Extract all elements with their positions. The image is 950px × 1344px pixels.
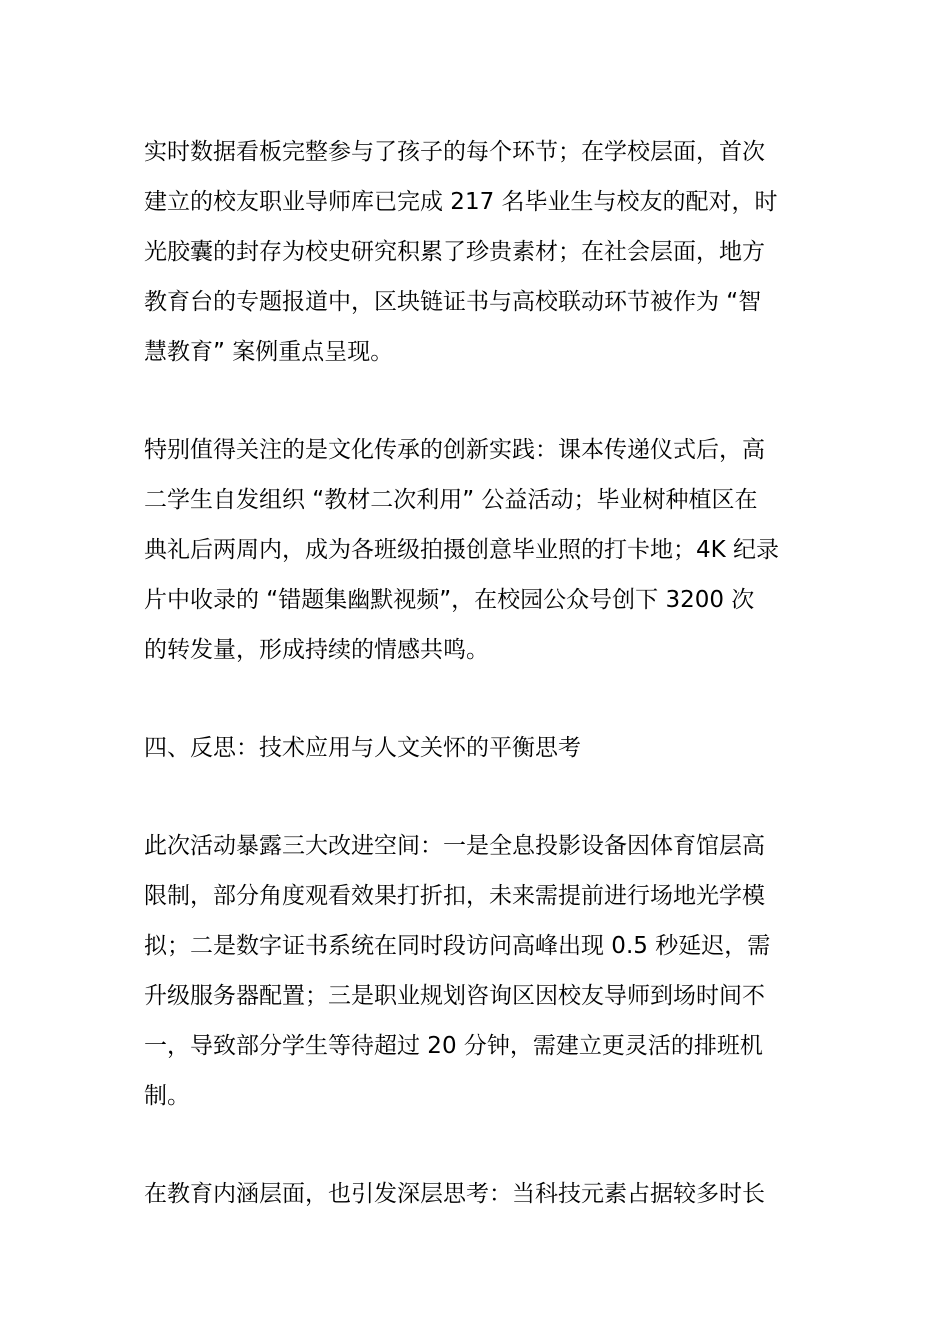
text-line: 二学生自发组织 “教材二次利用” 公益活动；毕业树种植区在 (144, 487, 758, 513)
paragraph-impact (144, 127, 810, 377)
text-line: 制。 (144, 1083, 190, 1109)
section-heading: 四、反思：技术应用与人文关怀的平衡思考 (144, 735, 581, 761)
text-line: 光胶囊的封存为校史研究积累了珍贵素材；在社会层面，地方 (144, 239, 765, 265)
text-line: 在教育内涵层面，也引发深层思考：当科技元素占据较多时长 (144, 1181, 765, 1207)
paragraph-culture (144, 425, 810, 675)
text-line: 实时数据看板完整参与了孩子的每个环节；在学校层面，首次 (144, 139, 765, 165)
document-body (144, 127, 810, 1267)
paragraph-reflection (144, 1169, 810, 1219)
text-line: 慧教育” 案例重点呈现。 (144, 339, 394, 365)
text-line: 一，导致部分学生等待超过 20 分钟，需建立更灵活的排班机 (144, 1033, 763, 1059)
text-line: 此次活动暴露三大改进空间：一是全息投影设备因体育馆层高 (144, 833, 765, 859)
text-line: 典礼后两周内，成为各班级拍摄创意毕业照的打卡地；4K 纪录 (144, 537, 780, 563)
text-line: 的转发量，形成持续的情感共鸣。 (144, 637, 489, 663)
text-line: 拟；二是数字证书系统在同时段访问高峰出现 0.5 秒延迟，需 (144, 933, 771, 959)
text-line: 升级服务器配置；三是职业规划咨询区因校友导师到场时间不 (144, 983, 765, 1009)
text-line: 片中收录的 “错题集幽默视频”，在校园公众号创下 3200 次 (144, 587, 755, 613)
text-line: 特别值得关注的是文化传承的创新实践：课本传递仪式后，高 (144, 437, 765, 463)
text-line: 建立的校友职业导师库已完成 217 名毕业生与校友的配对，时 (144, 189, 778, 215)
text-line: 限制，部分角度观看效果打折扣，未来需提前进行场地光学模 (144, 883, 765, 909)
text-line: 教育台的专题报道中，区块链证书与高校联动环节被作为 “智 (144, 289, 762, 315)
paragraph-improvements (144, 821, 810, 1121)
